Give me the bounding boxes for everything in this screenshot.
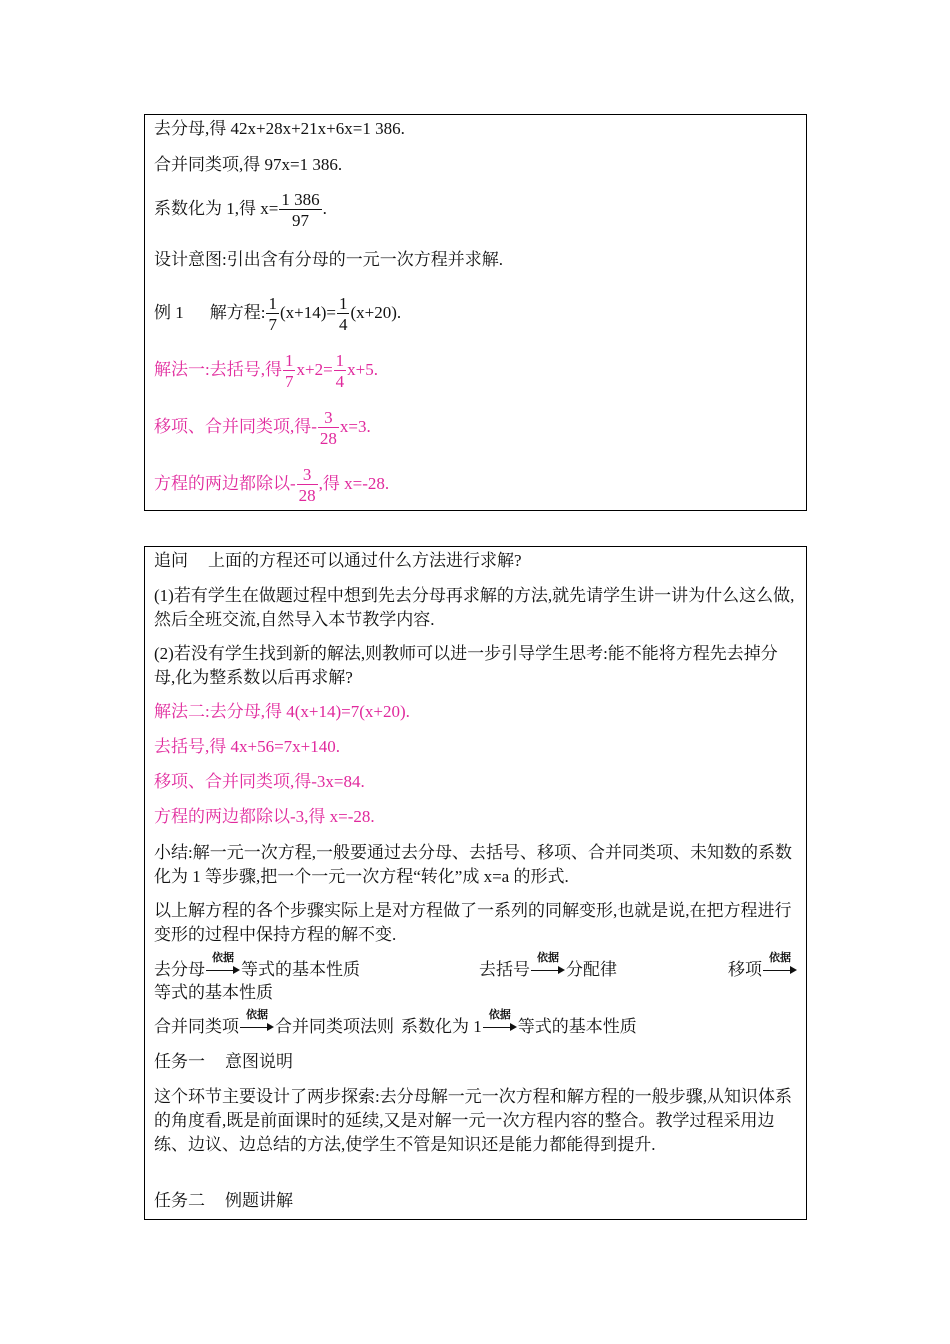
solution-2-step-1: 解法二:去分母,得 4(x+14)=7(x+20).	[154, 702, 410, 721]
solution-box-2: 追问 上面的方程还可以通过什么方法进行求解? (1)若有学生在做题过程中想到先去分母再求解的方法,就先请学生讲一讲为什么这么做,然后全班交流,自然导入本节教学内容. (2)若没有学生找到新的解法,则教师可以进一步引导学生思考:能不能将方程先去掉分母,化为整系数以后再求解? 解法二:去分母,得 4(x+14)=7(x+20). 去括号,得 4x+56=7x+140. 移项、合并同类项,得-3x=84. 方程的两边都除以-3,得 x=-28. 小结:解一元一次方程,一般要通过去分母、去括号、移项、合并同类项、未知数的系数化为 1 等步骤,把一个一元一次方程“转化”成 x=a 的形式. 以上解方程的各个步骤实际上是对方程做了一系列的同解变形,也就是说,在把方程进行变形的过程中保持方程的解不变. 去分母 依据 等式的基本性质 去括号 依据 分配律 移项 依据 等式的基本性质 合并同类项 依据 合并同类项法则 系数化为 1 依据 等式的基本性质 任务一 意图说明 这个环节主要设计了两步探索:去分母解一元一次方程和解方程的一般步骤,从知识体系的角度看,既是前面课时的延续,又是对解一元一次方程内容的整合。教学过程采用边练、边议、边总结的方法,使学生不管是知识还是能力都能得到提升. 任务二 例题讲解	[144, 546, 807, 1220]
paragraph-2: (2)若没有学生找到新的解法,则教师可以进一步引导学生思考:能不能将方程先去掉分母,化为整系数以后再求解?	[154, 644, 778, 687]
solution-1-step-3: 方程的两边都除以- $\frac{3}{28}$ ,得 x=-28.	[154, 465, 390, 505]
solution-1-step-2: 移项、合并同类项,得- $\frac{3}{28}$ x=3.	[154, 408, 371, 448]
arrow-icon: 依据	[240, 1018, 274, 1032]
line-clear-denominators: 去分母,得 42x+28x+21x+6x=1 386.	[154, 119, 405, 138]
solution-2-step-4: 方程的两边都除以-3,得 x=-28.	[154, 807, 375, 826]
fraction: $\frac{3}{28}$	[319, 408, 337, 448]
arrow-icon: 依据	[483, 1018, 517, 1032]
line-combine-terms: 合并同类项,得 97x=1 386.	[154, 155, 343, 174]
follow-up-question: 追问 上面的方程还可以通过什么方法进行求解?	[154, 551, 522, 570]
arrow-icon: 依据	[206, 961, 240, 975]
solution-2-step-2: 去括号,得 4x+56=7x+140.	[154, 737, 341, 756]
paragraph-1: (1)若有学生在做题过程中想到先去分母再求解的方法,就先请学生讲一讲为什么这么做,然后全班交流,自然导入本节教学内容.	[154, 586, 795, 629]
fraction: $\frac{1}{7}$	[268, 294, 277, 334]
steps-row-1-cont: 等式的基本性质	[154, 983, 273, 1002]
paragraph-3: 以上解方程的各个步骤实际上是对方程做了一系列的同解变形,也就是说,在把方程进行变形的过程中保持方程的解不变.	[154, 901, 792, 944]
fraction: $\frac{1}{4}$	[338, 294, 348, 334]
fraction: $\frac{1}{7}$	[284, 351, 294, 391]
solution-box-1	[144, 114, 807, 511]
task-1-heading: 任务一 意图说明	[154, 1052, 293, 1071]
arrow-icon: 依据	[763, 961, 797, 975]
design-intent: 设计意图:引出含有分母的一元一次方程并求解.	[154, 250, 503, 269]
fraction: $\frac{1}{4}$	[335, 351, 345, 391]
solution-1-step-1: 解法一:去括号,得 $\frac{1}{7}$ x+2= $\frac{1}{4}$ x+5.	[154, 351, 379, 391]
summary: 小结:解一元一次方程,一般要通过去分母、去括号、移项、合并同类项、未知数的系数化为 1 等步骤,把一个一元一次方程“转化”成 x=a 的形式.	[154, 843, 792, 886]
task-2-heading: 任务二 例题讲解	[154, 1191, 293, 1210]
paragraph-4: 这个环节主要设计了两步探索:去分母解一元一次方程和解方程的一般步骤,从知识体系的角度看,既是前面课时的延续,又是对解一元一次方程内容的整合。教学过程采用边练、边议、边总结的方法,使学生不管是知识还是能力都能得到提升.	[154, 1087, 792, 1154]
fraction: $\frac{3}{28}$	[298, 465, 316, 505]
solution-2-step-3: 移项、合并同类项,得-3x=84.	[154, 772, 365, 791]
line-coefficient: 系数化为 1,得 x= $\frac{1 386}{97}$ .	[154, 190, 327, 230]
steps-row-2: 合并同类项 依据 合并同类项法则 系数化为 1 依据 等式的基本性质	[154, 1009, 637, 1036]
fraction: $\frac{1 386}{97}$	[281, 190, 320, 230]
arrow-icon: 依据	[531, 961, 565, 975]
example-1: 例 1 解方程: $\frac{1}{7}$ (x+14)= $\frac{1}{4}$ (x+20).	[154, 294, 402, 334]
